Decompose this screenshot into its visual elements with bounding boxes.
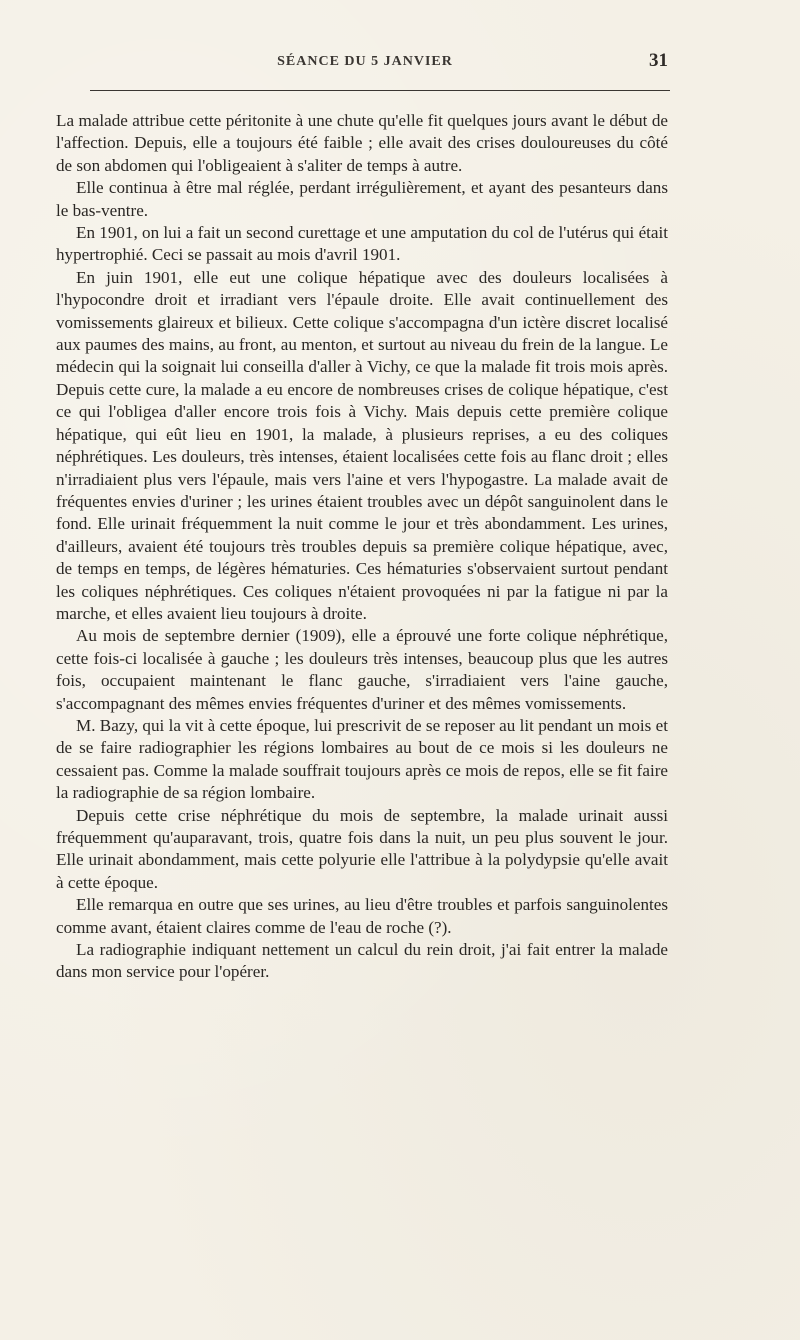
running-head: SÉANCE DU 5 JANVIER — [277, 54, 453, 69]
paragraph-9: La radiographie indiquant nettement un calcul du rein droit, j'ai fait entrer la malade dans mon service pour l'opérer. — [56, 940, 668, 982]
page-number: 31 — [649, 50, 668, 71]
page-header — [60, 50, 670, 78]
paragraph-4: En juin 1901, elle eut une colique hépatique avec des douleurs localisées à l'hypocondre droit et irradiant vers l'épaule droite. Elle avait continuellement des vomissements glaireux et bilieux. Cette colique s'accompagna d'un ictère discret localisé aux paumes des mains, au front, au menton, et surtout au niveau du frein de la langue. Le médecin qui la soignait lui conseilla d'aller à Vichy, ce que la malade fit trois mois après. Depuis cette cure, la malade a eu encore de nombreuses crises de colique hépatique, c'est ce qui l'obligea d'aller encore trois fois à Vichy. Mais depuis cette première colique hépatique, qui eût lieu en 1901, la malade, à plusieurs reprises, a eu des coliques néphrétiques. Les douleurs, très intenses, étaient localisées cette fois au flanc droit ; elles n'irradiaient plus vers l'épaule, mais vers l'aine et vers l'hypogastre. La malade avait de fréquentes envies d'uriner ; les urines étaient troubles avec un dépôt sanguinolent dans le fond. Elle urinait fréquemment la nuit comme le jour et très abondamment. Les urines, d'ailleurs, avaient été toujours très troubles depuis sa première colique hépatique, avec, de temps en temps, de légères hématuries. Ces hématuries s'observaient surtout pendant les coliques néphrétiques. Ces coliques n'étaient provoquées ni par la fatigue ni par la marche, et elles avaient lieu toujours à droite. — [56, 267, 668, 623]
paragraph-2: Elle continua à être mal réglée, perdant irrégulièrement, et ayant des pesanteurs dans le bas-ventre. — [56, 178, 668, 220]
paragraph-3: En 1901, on lui a fait un second curettage et une amputation du col de l'utérus qui était hypertrophié. Ceci se passait au mois d'avril 1901. — [56, 223, 668, 265]
paragraph-1: La malade attribue cette péritonite à une chute qu'elle fit quelques jours avant le début de l'affection. Depuis, elle a toujours été faible ; elle avait des crises douloureuses du côté de son abdomen qui l'obligeaient à s'aliter de temps à autre. — [56, 111, 668, 175]
header-rule — [90, 90, 670, 91]
body-text — [56, 110, 668, 984]
paragraph-7: Depuis cette crise néphrétique du mois de septembre, la malade urinait aussi fréquemment qu'auparavant, trois, quatre fois dans la nuit, un peu plus souvent le jour. Elle urinait abondamment, mais cette polyurie elle l'attribue à la polydypsie qu'elle avait à cette époque. — [56, 805, 668, 892]
paragraph-8: Elle remarqua en outre que ses urines, au lieu d'être troubles et parfois sanguinolentes comme avant, étaient claires comme de l'eau de roche (?). — [56, 895, 668, 937]
paragraph-6: M. Bazy, qui la vit à cette époque, lui prescrivit de se reposer au lit pendant un mois et de se faire radiographier les régions lombaires au bout de ce mois si les douleurs ne cessaient pas. Comme la malade souffrait toujours après ce mois de repos, elle se fit faire la radiographie de sa région lombaire. — [56, 715, 668, 803]
paragraph-5: Au mois de septembre dernier (1909), elle a éprouvé une forte colique néphrétique, cette fois-ci localisée à gauche ; les douleurs très intenses, beaucoup plus que les autres fois, occupaient maintenant le flanc gauche, s'irradiaient vers l'aine gauche, s'accompagnant des mêmes envies fréquentes d'uriner et des mêmes vomissements. — [56, 626, 668, 713]
